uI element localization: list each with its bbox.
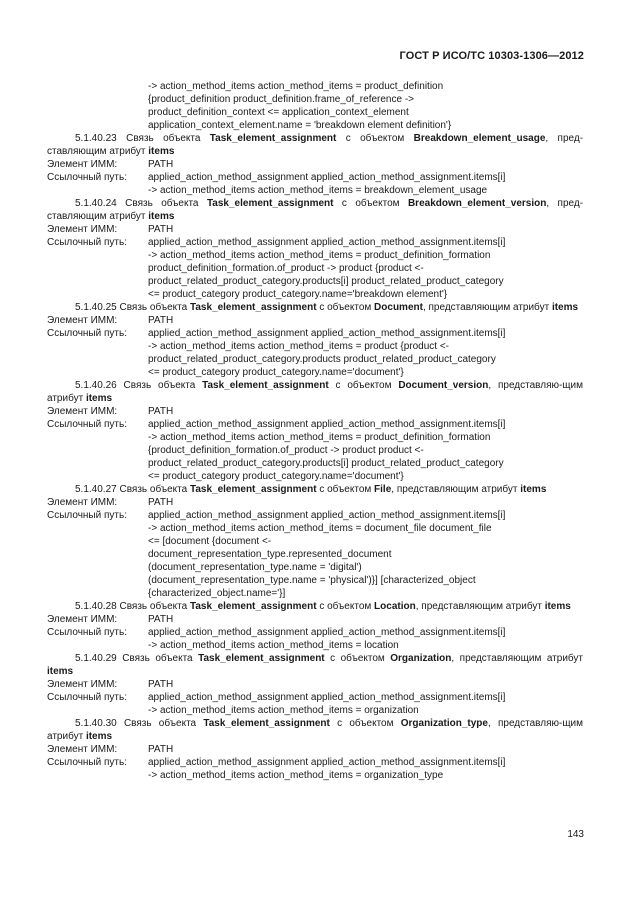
heading-text: с объектом xyxy=(337,718,394,729)
imm-element-label: Элемент ИММ: xyxy=(47,497,118,508)
path-line: product_related_product_category.products product_related_product_category xyxy=(148,354,496,365)
section-heading xyxy=(47,483,583,496)
section-heading xyxy=(47,301,583,314)
imm-element-value: PATH xyxy=(148,679,174,690)
reference-path-label: Ссылочный путь: xyxy=(47,510,127,521)
reference-path-row xyxy=(47,171,583,197)
imm-element-label: Элемент ИММ: xyxy=(47,159,118,170)
heading-text: с объектом xyxy=(319,302,372,313)
target-entity-name: Location xyxy=(374,601,416,612)
heading-text: Связь объекта xyxy=(123,380,196,391)
path-line: product_related_product_category.products[i] product_related_product_category xyxy=(148,276,504,287)
reference-path-label: Ссылочный путь: xyxy=(47,419,127,430)
section-number: 5.1.40.24 xyxy=(75,198,117,209)
heading-text: , представляющим атрибут xyxy=(391,484,518,495)
section-number: 5.1.40.30 xyxy=(75,718,117,729)
path-line: -> action_method_items action_method_items = organization xyxy=(148,705,419,716)
target-entity-name: Organization xyxy=(390,653,452,664)
page-number: 143 xyxy=(567,829,584,840)
attribute-name: items xyxy=(520,484,547,495)
source-entity-name: Task_element_assignment xyxy=(206,198,334,209)
imm-element-label: Элемент ИММ: xyxy=(47,224,118,235)
attribute-name: items xyxy=(148,146,175,157)
section-number: 5.1.40.23 xyxy=(75,133,117,144)
imm-element-row xyxy=(47,405,583,418)
heading-text: с объектом xyxy=(330,653,385,664)
reference-path-row xyxy=(47,626,583,652)
reference-path-value xyxy=(148,509,583,600)
imm-element-value: PATH xyxy=(148,315,174,326)
section-heading xyxy=(47,717,583,743)
section-number: 5.1.40.28 xyxy=(75,601,117,612)
reference-path-value xyxy=(148,236,583,301)
imm-element-value: PATH xyxy=(148,406,174,417)
imm-element-row xyxy=(47,743,583,756)
reference-path-row xyxy=(47,509,583,600)
reference-path-label: Ссылочный путь: xyxy=(47,237,127,248)
heading-text: Связь объекта xyxy=(119,484,188,495)
path-line: applied_action_method_assignment applied_action_method_assignment.items[i] xyxy=(148,627,506,638)
path-line: application_context_element.name = 'breakdown element definition'} xyxy=(148,120,452,131)
attribute-name: items xyxy=(148,211,175,222)
heading-text: с объектом xyxy=(341,198,400,209)
attribute-name: items xyxy=(47,666,74,677)
section-number: 5.1.40.27 xyxy=(75,484,117,495)
attribute-name: items xyxy=(544,601,571,612)
heading-text: , представляю-щим атрибут xyxy=(47,718,584,742)
path-line: -> action_method_items action_method_items = document_file document_file xyxy=(148,523,492,534)
imm-element-value: PATH xyxy=(148,614,174,625)
imm-element-label: Элемент ИММ: xyxy=(47,679,118,690)
attribute-name: items xyxy=(85,393,113,404)
path-line: applied_action_method_assignment applied_action_method_assignment.items[i] xyxy=(148,510,506,521)
path-line: {product_definition product_definition.frame_of_reference -> xyxy=(148,94,415,105)
imm-element-label: Элемент ИММ: xyxy=(47,744,118,755)
source-entity-name: Task_element_assignment xyxy=(189,601,317,612)
reference-path-value xyxy=(148,327,583,379)
target-entity-name: Document xyxy=(374,302,423,313)
imm-element-value: PATH xyxy=(148,497,174,508)
source-entity-name: Task_element_assignment xyxy=(189,484,317,495)
reference-path-row xyxy=(47,327,583,379)
reference-path-value xyxy=(148,171,583,197)
mapping-section xyxy=(47,717,583,782)
path-line: {product_definition_formation.of_product -> product product <- xyxy=(148,445,424,456)
reference-path-label: Ссылочный путь: xyxy=(47,757,127,768)
section-heading xyxy=(47,652,583,678)
imm-element-row xyxy=(47,223,583,236)
path-line: applied_action_method_assignment applied_action_method_assignment.items[i] xyxy=(148,757,506,768)
reference-path-row xyxy=(47,236,583,301)
path-line: <= product_category product_category.name='document'} xyxy=(148,367,404,378)
reference-path-label: Ссылочный путь: xyxy=(47,172,127,183)
mapping-section xyxy=(47,483,583,600)
heading-text: Связь объекта xyxy=(119,601,188,612)
imm-element-row xyxy=(47,158,583,171)
attribute-name: items xyxy=(551,302,579,313)
target-entity-name: Organization_type xyxy=(400,718,488,729)
path-line: applied_action_method_assignment applied_action_method_assignment.items[i] xyxy=(148,172,506,183)
reference-path-row xyxy=(47,418,583,483)
path-line: -> action_method_items action_method_items = product_definition xyxy=(148,81,444,92)
section-number: 5.1.40.25 xyxy=(75,302,117,313)
imm-element-row xyxy=(47,496,583,509)
sections-list xyxy=(47,132,583,782)
intro-path-block xyxy=(148,80,583,132)
mapping-section xyxy=(47,600,583,652)
source-entity-name: Task_element_assignment xyxy=(202,380,329,391)
imm-element-value: PATH xyxy=(148,224,174,235)
section-heading xyxy=(47,379,583,405)
path-line: -> action_method_items action_method_items = location xyxy=(148,640,399,651)
heading-text: Связь объекта xyxy=(125,198,199,209)
reference-path-label: Ссылочный путь: xyxy=(47,692,127,703)
path-line: applied_action_method_assignment applied_action_method_assignment.items[i] xyxy=(148,692,506,703)
heading-text: , представляющим атрибут xyxy=(422,302,550,313)
target-entity-name: Document_version xyxy=(398,380,489,391)
mapping-section xyxy=(47,197,583,301)
heading-text: , представляющим атрибут xyxy=(415,601,542,612)
path-line: <= [document {document <- xyxy=(148,536,272,547)
reference-path-value xyxy=(148,756,583,782)
heading-text: , представляющим атрибут xyxy=(451,653,583,664)
path-line: -> action_method_items action_method_items = organization_type xyxy=(148,770,444,781)
reference-path-value xyxy=(148,626,583,652)
path-line: -> action_method_items action_method_items = product_definition_formation xyxy=(148,432,491,443)
source-entity-name: Task_element_assignment xyxy=(189,302,317,313)
reference-path-label: Ссылочный путь: xyxy=(47,328,127,339)
heading-text: с объектом xyxy=(319,601,372,612)
path-line: product_definition_formation.of_product -> product {product <- xyxy=(148,263,424,274)
reference-path-row xyxy=(47,691,583,717)
document-body xyxy=(47,80,583,782)
path-line: applied_action_method_assignment applied_action_method_assignment.items[i] xyxy=(148,237,506,248)
heading-text: , пред-ставляющим атрибут xyxy=(47,198,584,222)
imm-element-value: PATH xyxy=(148,744,174,755)
heading-text: Связь объекта xyxy=(119,302,188,313)
target-entity-name: Breakdown_element_usage xyxy=(413,133,546,144)
reference-path-row xyxy=(47,756,583,782)
path-line: document_representation_type.represented_document xyxy=(148,549,392,560)
section-number: 5.1.40.26 xyxy=(75,380,117,391)
section-heading xyxy=(47,600,583,613)
path-line: -> action_method_items action_method_items = product {product <- xyxy=(148,341,450,352)
mapping-section xyxy=(47,132,583,197)
target-entity-name: File xyxy=(374,484,392,495)
path-line: product_related_product_category.products[i] product_related_product_category xyxy=(148,458,504,469)
target-entity-name: Breakdown_element_version xyxy=(407,198,547,209)
mapping-section xyxy=(47,379,583,483)
heading-text: , представляю-щим атрибут xyxy=(47,380,583,404)
imm-element-row xyxy=(47,314,583,327)
imm-element-row xyxy=(47,678,583,691)
path-line: (document_representation_type.name = 'digital') xyxy=(148,562,362,573)
reference-path-label: Ссылочный путь: xyxy=(47,627,127,638)
path-line: product_definition_context <= application_context_element xyxy=(148,107,409,118)
path-line: -> action_method_items action_method_items = product_definition_formation xyxy=(148,250,491,261)
source-entity-name: Task_element_assignment xyxy=(198,653,325,664)
heading-text: с объектом xyxy=(319,484,372,495)
source-entity-name: Task_element_assignment xyxy=(203,718,330,729)
path-line: applied_action_method_assignment applied_action_method_assignment.items[i] xyxy=(148,328,506,339)
imm-element-row xyxy=(47,613,583,626)
section-heading xyxy=(47,197,583,223)
mapping-section xyxy=(47,301,583,379)
attribute-name: items xyxy=(85,731,113,742)
imm-element-label: Элемент ИММ: xyxy=(47,315,118,326)
heading-text: с объектом xyxy=(345,133,405,144)
section-heading xyxy=(47,132,583,158)
heading-text: Связь объекта xyxy=(123,718,197,729)
running-header: ГОСТ Р ИСО/ТС 10303-1306—2012 xyxy=(399,50,584,62)
path-line: applied_action_method_assignment applied_action_method_assignment.items[i] xyxy=(148,419,506,430)
path-line: <= product_category product_category.name='document'} xyxy=(148,471,404,482)
reference-path-value xyxy=(148,418,583,483)
path-line: -> action_method_items action_method_items = breakdown_element_usage xyxy=(148,185,488,196)
path-line: <= product_category product_category.name='breakdown element'} xyxy=(148,289,448,300)
reference-path-value xyxy=(148,691,583,717)
path-line: {characterized_object.name='}] xyxy=(148,588,286,599)
heading-text: Связь объекта xyxy=(122,653,193,664)
imm-element-label: Элемент ИММ: xyxy=(47,614,118,625)
mapping-section xyxy=(47,652,583,717)
section-number: 5.1.40.29 xyxy=(75,653,117,664)
heading-text: , пред-ставляющим атрибут xyxy=(47,133,584,157)
imm-element-label: Элемент ИММ: xyxy=(47,406,118,417)
imm-element-value: PATH xyxy=(148,159,174,170)
heading-text: с объектом xyxy=(335,380,392,391)
heading-text: Связь объекта xyxy=(126,133,201,144)
path-line: (document_representation_type.name = 'physical')}] [characterized_object xyxy=(148,575,476,586)
source-entity-name: Task_element_assignment xyxy=(209,133,337,144)
